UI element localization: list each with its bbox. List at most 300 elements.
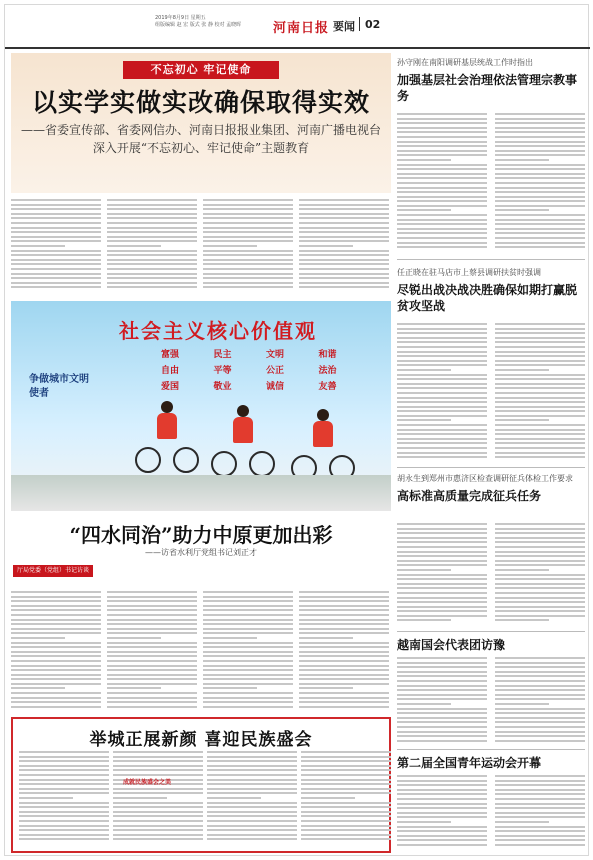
body-text-line bbox=[299, 240, 389, 242]
body-text-line bbox=[107, 692, 197, 694]
body-text-line bbox=[397, 844, 487, 846]
masthead-editors: 组版编辑 赵 宏 版式 张 静 校对 孟晓晖 bbox=[155, 22, 242, 28]
body-text-line bbox=[207, 751, 297, 753]
body-text-line bbox=[495, 735, 585, 737]
section-divider bbox=[397, 467, 585, 468]
body-text-line bbox=[299, 277, 389, 279]
body-text-line bbox=[495, 671, 585, 673]
body-text-line bbox=[11, 623, 101, 625]
body-text-line bbox=[11, 651, 101, 653]
body-text-line bbox=[397, 780, 487, 782]
body-text-line bbox=[11, 678, 101, 680]
body-text-line bbox=[495, 569, 549, 571]
body-text-line bbox=[299, 282, 389, 284]
body-text-line bbox=[19, 806, 109, 808]
body-text-line bbox=[203, 217, 293, 219]
value-word: 友善 bbox=[318, 382, 337, 392]
body-text-line bbox=[301, 820, 391, 822]
body-text-line bbox=[299, 208, 389, 210]
body-text-line bbox=[495, 332, 585, 334]
body-text-line bbox=[107, 687, 161, 689]
body-text-line bbox=[203, 609, 293, 611]
body-text-line bbox=[397, 615, 487, 617]
body-text-line bbox=[397, 360, 487, 362]
body-text-line bbox=[203, 655, 293, 657]
body-text-line bbox=[107, 678, 197, 680]
body-text-line bbox=[299, 273, 389, 275]
body-text-line bbox=[495, 587, 585, 589]
body-text-line bbox=[495, 583, 585, 585]
body-text-line bbox=[11, 213, 101, 215]
body-text-line bbox=[19, 760, 109, 762]
body-text-line bbox=[11, 692, 101, 694]
body-text-line bbox=[397, 118, 487, 120]
body-text-line bbox=[113, 802, 203, 804]
body-text-line bbox=[301, 815, 391, 817]
value-word: 富强 bbox=[161, 350, 180, 360]
body-text-line bbox=[299, 591, 389, 593]
body-text-line bbox=[397, 168, 487, 170]
body-text-line bbox=[203, 674, 293, 676]
body-text-line bbox=[397, 532, 487, 534]
body-text-line bbox=[495, 619, 549, 621]
text-column bbox=[495, 113, 585, 253]
body-text-line bbox=[11, 273, 101, 275]
body-text-line bbox=[495, 712, 585, 714]
body-text-line bbox=[19, 756, 109, 758]
body-text-line bbox=[203, 222, 293, 224]
body-text-line bbox=[495, 387, 585, 389]
body-text-line bbox=[203, 245, 257, 247]
body-text-line bbox=[495, 164, 585, 166]
body-text-line bbox=[495, 200, 585, 202]
body-text-line bbox=[299, 655, 389, 657]
body-text-line bbox=[11, 227, 101, 229]
body-text-line bbox=[495, 689, 585, 691]
body-text-line bbox=[397, 456, 487, 458]
body-text-line bbox=[207, 783, 297, 785]
body-text-line bbox=[203, 596, 293, 598]
body-text-line bbox=[11, 259, 101, 261]
body-text-line bbox=[113, 811, 203, 813]
body-text-line bbox=[397, 323, 487, 325]
body-text-line bbox=[11, 697, 101, 699]
body-text-line bbox=[495, 537, 585, 539]
body-text-line bbox=[299, 697, 389, 699]
featured-inset-label: 成就民族盛会之美 bbox=[123, 779, 172, 786]
body-text-line bbox=[495, 419, 549, 421]
body-text-line bbox=[397, 332, 487, 334]
body-text-line bbox=[495, 555, 585, 557]
body-text-line bbox=[19, 769, 109, 771]
body-text-line bbox=[495, 141, 585, 143]
body-text-line bbox=[107, 628, 197, 630]
body-text-line bbox=[495, 835, 585, 837]
body-text-line bbox=[299, 614, 389, 616]
body-text-line bbox=[495, 830, 585, 832]
body-text-line bbox=[107, 263, 197, 265]
body-text-line bbox=[397, 721, 487, 723]
poster-side-caption: 争做城市文明使者 bbox=[29, 374, 89, 399]
body-text-line bbox=[495, 187, 585, 189]
body-text-line bbox=[299, 245, 353, 247]
body-text-line bbox=[113, 788, 203, 790]
body-text-line bbox=[207, 806, 297, 808]
body-text-line bbox=[397, 246, 487, 248]
body-text-line bbox=[495, 351, 585, 353]
story-body bbox=[397, 657, 585, 745]
body-text-line bbox=[207, 769, 297, 771]
body-text-line bbox=[107, 706, 197, 708]
body-text-line bbox=[11, 637, 65, 639]
body-text-line bbox=[107, 277, 197, 279]
body-text-line bbox=[107, 665, 197, 667]
body-text-line bbox=[299, 217, 389, 219]
body-text-line bbox=[107, 591, 197, 593]
body-text-line bbox=[495, 798, 585, 800]
body-text-line bbox=[397, 429, 487, 431]
body-text-line bbox=[203, 286, 293, 288]
body-text-line bbox=[397, 583, 487, 585]
body-text-line bbox=[495, 698, 585, 700]
body-text-line bbox=[299, 254, 389, 256]
lead-story-body bbox=[11, 199, 391, 295]
body-text-line bbox=[11, 286, 101, 288]
body-text-line bbox=[107, 697, 197, 699]
body-text-line bbox=[397, 136, 487, 138]
body-text-line bbox=[495, 717, 585, 719]
body-text-line bbox=[301, 802, 391, 804]
story2-headline[interactable]: “四水同治”助力中原更加出彩 bbox=[69, 523, 333, 547]
body-text-line bbox=[301, 760, 391, 762]
body-text-line bbox=[19, 811, 109, 813]
core-values-poster bbox=[11, 301, 391, 511]
body-text-line bbox=[299, 665, 389, 667]
body-text-line bbox=[301, 797, 355, 799]
body-text-line bbox=[397, 401, 487, 403]
body-text-line bbox=[495, 154, 585, 156]
story-body bbox=[397, 775, 585, 849]
body-text-line bbox=[397, 452, 487, 454]
body-text-line bbox=[495, 807, 585, 809]
body-text-line bbox=[397, 523, 487, 525]
body-text-line bbox=[495, 205, 585, 207]
body-text-line bbox=[11, 282, 101, 284]
body-text-line bbox=[299, 596, 389, 598]
body-text-line bbox=[107, 674, 197, 676]
body-text-line bbox=[397, 816, 487, 818]
cyclist-illustration bbox=[131, 401, 201, 481]
body-text-line bbox=[397, 587, 487, 589]
body-text-line bbox=[19, 825, 109, 827]
body-text-line bbox=[113, 820, 203, 822]
story-headline[interactable]: 越南国会代表团访豫 bbox=[397, 638, 506, 652]
body-text-line bbox=[397, 173, 487, 175]
body-text-line bbox=[495, 578, 585, 580]
body-text-line bbox=[397, 187, 487, 189]
body-text-line bbox=[397, 219, 487, 221]
body-text-line bbox=[495, 662, 585, 664]
body-text-line bbox=[299, 642, 389, 644]
text-column bbox=[495, 657, 585, 745]
body-text-line bbox=[203, 259, 293, 261]
body-text-line bbox=[397, 182, 487, 184]
body-text-line bbox=[107, 273, 197, 275]
body-text-line bbox=[397, 214, 487, 216]
text-column bbox=[107, 199, 197, 295]
body-text-line bbox=[107, 250, 197, 252]
body-text-line bbox=[207, 802, 297, 804]
body-text-line bbox=[207, 834, 297, 836]
body-text-line bbox=[495, 159, 549, 161]
body-text-line bbox=[11, 701, 101, 703]
body-text-line bbox=[397, 717, 487, 719]
body-text-line bbox=[301, 779, 391, 781]
body-text-line bbox=[11, 632, 101, 634]
body-text-line bbox=[19, 783, 109, 785]
text-column bbox=[107, 591, 197, 711]
body-text-line bbox=[113, 838, 203, 840]
body-text-line bbox=[107, 619, 197, 621]
text-column bbox=[299, 199, 389, 295]
story-block bbox=[397, 637, 585, 653]
body-text-line bbox=[495, 610, 585, 612]
body-text-line bbox=[11, 706, 101, 708]
body-text-line bbox=[495, 793, 585, 795]
body-text-line bbox=[301, 829, 391, 831]
body-text-line bbox=[203, 683, 293, 685]
body-text-line bbox=[397, 447, 487, 449]
text-column bbox=[203, 199, 293, 295]
body-text-line bbox=[397, 560, 487, 562]
body-text-line bbox=[113, 829, 203, 831]
story2-subtitle: ——访省水利厅党组书记刘正才 bbox=[145, 548, 257, 557]
body-text-line bbox=[397, 793, 487, 795]
body-text-line bbox=[397, 328, 487, 330]
poster-road bbox=[11, 475, 391, 511]
body-text-line bbox=[19, 792, 109, 794]
body-text-line bbox=[299, 674, 389, 676]
body-text-line bbox=[397, 346, 487, 348]
body-text-line bbox=[495, 397, 585, 399]
body-text-line bbox=[397, 698, 487, 700]
value-word: 法治 bbox=[318, 366, 337, 376]
body-text-line bbox=[495, 346, 585, 348]
story-headline[interactable]: 加强基层社会治理依法管理宗教事务 bbox=[397, 73, 578, 103]
body-text-line bbox=[397, 546, 487, 548]
body-text-line bbox=[495, 355, 585, 357]
body-text-line bbox=[203, 669, 293, 671]
story-body bbox=[397, 323, 585, 463]
body-text-line bbox=[495, 560, 585, 562]
body-text-line bbox=[495, 615, 585, 617]
body-text-line bbox=[11, 674, 101, 676]
body-text-line bbox=[207, 779, 297, 781]
body-text-line bbox=[397, 341, 487, 343]
body-text-line bbox=[299, 660, 389, 662]
body-text-line bbox=[301, 825, 391, 827]
featured-story-headline[interactable]: 举城正展新颜 喜迎民族盛会 bbox=[89, 730, 313, 750]
body-text-line bbox=[397, 731, 487, 733]
body-text-line bbox=[397, 619, 451, 621]
body-text-line bbox=[495, 541, 585, 543]
text-column bbox=[11, 591, 101, 711]
story-headline[interactable]: 第二届全国青年运动会开幕 bbox=[397, 756, 542, 770]
story-block bbox=[397, 57, 585, 104]
body-text-line bbox=[495, 821, 549, 823]
body-text-line bbox=[397, 826, 487, 828]
body-text-line bbox=[299, 706, 389, 708]
body-text-line bbox=[495, 145, 585, 147]
body-text-line bbox=[107, 651, 197, 653]
body-text-line bbox=[301, 806, 391, 808]
body-text-line bbox=[397, 145, 487, 147]
body-text-line bbox=[495, 410, 585, 412]
body-text-line bbox=[495, 433, 585, 435]
body-text-line bbox=[19, 829, 109, 831]
body-text-line bbox=[397, 237, 487, 239]
body-text-line bbox=[19, 765, 109, 767]
body-text-line bbox=[11, 605, 101, 607]
body-text-line bbox=[203, 628, 293, 630]
body-text-line bbox=[495, 456, 585, 458]
body-text-line bbox=[495, 675, 585, 677]
body-text-line bbox=[397, 387, 487, 389]
lead-story-banner bbox=[11, 53, 391, 193]
body-text-line bbox=[495, 383, 585, 385]
body-text-line bbox=[19, 820, 109, 822]
body-text-line bbox=[299, 259, 389, 261]
body-text-line bbox=[397, 775, 487, 777]
body-text-line bbox=[495, 812, 585, 814]
body-text-line bbox=[397, 196, 487, 198]
body-text-line bbox=[203, 701, 293, 703]
body-text-line bbox=[495, 708, 585, 710]
body-text-line bbox=[19, 774, 109, 776]
body-text-line bbox=[397, 712, 487, 714]
body-text-line bbox=[203, 591, 293, 593]
masthead-divider bbox=[359, 17, 360, 31]
body-text-line bbox=[397, 541, 487, 543]
body-text-line bbox=[495, 564, 585, 566]
body-text-line bbox=[107, 222, 197, 224]
body-text-line bbox=[397, 798, 487, 800]
section-divider bbox=[397, 631, 585, 632]
body-text-line bbox=[301, 838, 391, 840]
body-text-line bbox=[19, 834, 109, 836]
body-text-line bbox=[203, 623, 293, 625]
body-text-line bbox=[203, 199, 293, 201]
body-text-line bbox=[11, 254, 101, 256]
body-text-line bbox=[495, 173, 585, 175]
body-text-line bbox=[107, 632, 197, 634]
lead-story-headline[interactable]: 以实学实做实改确保取得实效 bbox=[31, 88, 370, 117]
body-text-line bbox=[495, 415, 585, 417]
body-text-line bbox=[397, 355, 487, 357]
body-text-line bbox=[495, 680, 585, 682]
body-text-line bbox=[107, 637, 161, 639]
body-text-line bbox=[397, 369, 451, 371]
body-text-line bbox=[495, 685, 585, 687]
body-text-line bbox=[495, 118, 585, 120]
body-text-line bbox=[299, 632, 389, 634]
body-text-line bbox=[495, 168, 585, 170]
body-text-line bbox=[495, 219, 585, 221]
body-text-line bbox=[113, 769, 203, 771]
body-text-line bbox=[397, 209, 451, 211]
body-text-line bbox=[397, 154, 487, 156]
body-text-line bbox=[107, 254, 197, 256]
body-text-line bbox=[495, 360, 585, 362]
body-text-line bbox=[397, 551, 487, 553]
body-text-line bbox=[19, 838, 109, 840]
text-column bbox=[203, 591, 293, 711]
body-text-line bbox=[107, 623, 197, 625]
body-text-line bbox=[397, 671, 487, 673]
text-column bbox=[19, 751, 109, 847]
body-text-line bbox=[107, 282, 197, 284]
body-text-line bbox=[203, 268, 293, 270]
body-text-line bbox=[495, 694, 585, 696]
body-text-line bbox=[495, 341, 585, 343]
body-text-line bbox=[397, 569, 451, 571]
body-text-line bbox=[203, 254, 293, 256]
body-text-line bbox=[397, 703, 451, 705]
body-text-line bbox=[107, 605, 197, 607]
newspaper-page bbox=[4, 4, 589, 856]
body-text-line bbox=[397, 113, 487, 115]
body-text-line bbox=[397, 735, 487, 737]
body-text-line bbox=[203, 600, 293, 602]
story-body bbox=[397, 113, 585, 253]
body-text-line bbox=[495, 177, 585, 179]
body-text-line bbox=[495, 364, 585, 366]
body-text-line bbox=[397, 127, 487, 129]
body-text-line bbox=[495, 337, 585, 339]
body-text-line bbox=[19, 751, 109, 753]
story-block bbox=[397, 755, 585, 771]
story-headline[interactable]: 高标准高质量完成征兵任务 bbox=[397, 489, 542, 503]
story-headline[interactable]: 尽锐出战决战决胜确保如期打赢脱贫攻坚战 bbox=[397, 283, 578, 313]
body-text-line bbox=[207, 815, 297, 817]
value-word: 爱国 bbox=[161, 382, 180, 392]
body-text-line bbox=[301, 788, 391, 790]
body-text-line bbox=[299, 609, 389, 611]
text-column bbox=[11, 199, 101, 295]
body-text-line bbox=[207, 838, 297, 840]
text-column bbox=[495, 523, 585, 627]
body-text-line bbox=[397, 351, 487, 353]
text-column bbox=[397, 323, 487, 463]
body-text-line bbox=[207, 774, 297, 776]
body-text-line bbox=[107, 683, 197, 685]
body-text-line bbox=[11, 665, 101, 667]
body-text-line bbox=[299, 227, 389, 229]
body-text-line bbox=[495, 378, 585, 380]
body-text-line bbox=[113, 815, 203, 817]
body-text-line bbox=[397, 383, 487, 385]
body-text-line bbox=[397, 803, 487, 805]
body-text-line bbox=[299, 669, 389, 671]
body-text-line bbox=[11, 263, 101, 265]
value-word: 和谐 bbox=[318, 350, 337, 360]
body-text-line bbox=[397, 564, 487, 566]
body-text-line bbox=[397, 424, 487, 426]
body-text-line bbox=[11, 600, 101, 602]
body-text-line bbox=[107, 286, 197, 288]
body-text-line bbox=[107, 240, 197, 242]
body-text-line bbox=[107, 600, 197, 602]
